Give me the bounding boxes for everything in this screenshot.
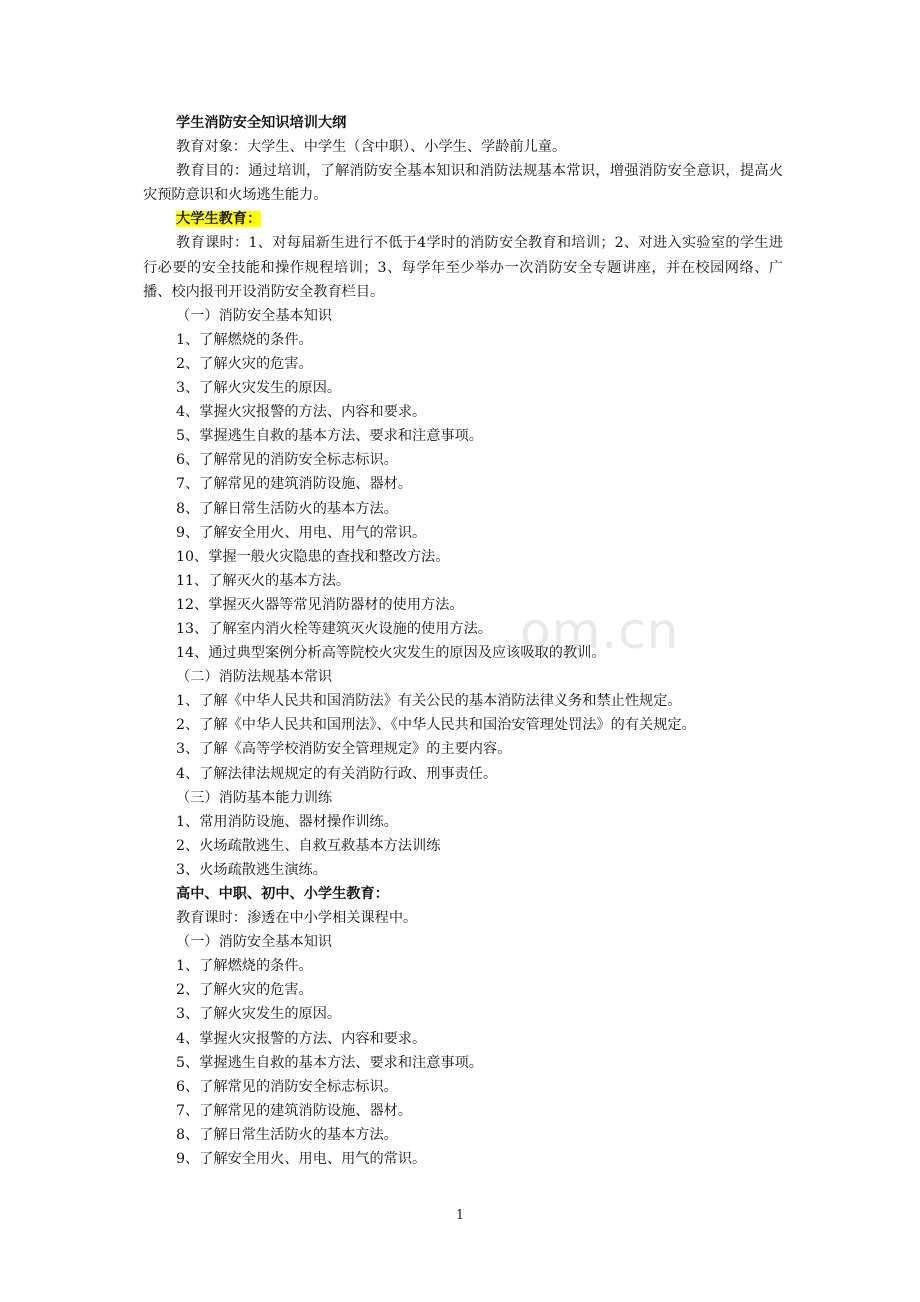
list-item: 5、掌握逃生自救的基本方法、要求和注意事项。 bbox=[176, 428, 483, 445]
document-body bbox=[143, 111, 783, 1171]
page-number: 1 bbox=[455, 1208, 465, 1223]
list-item: 2、了解火灾的危害。 bbox=[176, 982, 313, 999]
university-section1-title: （一）消防安全基本知识 bbox=[176, 307, 333, 324]
list-item: 12、掌握灭火器等常见消防器材的使用方法。 bbox=[176, 596, 464, 613]
list-item: 9、了解安全用火、用电、用气的常识。 bbox=[176, 524, 427, 541]
university-heading-row bbox=[143, 207, 783, 231]
document-title: 学生消防安全知识培训大纲 bbox=[176, 115, 347, 131]
list-item: 7、了解常见的建筑消防设施、器材。 bbox=[176, 1102, 413, 1119]
list-item: 5、掌握逃生自救的基本方法、要求和注意事项。 bbox=[176, 1054, 483, 1071]
list-item: 10、掌握一般火灾隐患的查找和整改方法。 bbox=[176, 548, 450, 565]
school-section1-list bbox=[143, 954, 783, 1171]
list-item: 11、了解灭火的基本方法。 bbox=[176, 572, 351, 589]
university-section3-list bbox=[143, 810, 783, 882]
school-hours: 教育课时：渗透在中小学相关课程中。 bbox=[176, 910, 418, 927]
list-item: 7、了解常见的建筑消防设施、器材。 bbox=[176, 476, 413, 493]
list-item: 6、了解常见的消防安全标志标识。 bbox=[176, 1078, 398, 1095]
list-item: 3、了解火灾发生的原因。 bbox=[176, 380, 342, 397]
list-item: 3、了解《高等学校消防安全管理规定》的主要内容。 bbox=[176, 741, 512, 758]
university-hours: 教育课时：1、对每届新生进行不低于4学时的消防安全教育和培训；2、对进入实验室的学生进行必要的安全技能和操作规程培训；3、每学年至少举办一次消防安全专题讲座，并在校园网络、广播、校内报刊开设消防安全教育栏目。 bbox=[143, 235, 783, 300]
school-section1-title: （一）消防安全基本知识 bbox=[176, 934, 333, 951]
list-item: 1、常用消防设施、器材操作训练。 bbox=[176, 813, 398, 830]
list-item: 4、掌握火灾报警的方法、内容和要求。 bbox=[176, 404, 427, 421]
list-item: 2、了解火灾的危害。 bbox=[176, 355, 313, 372]
list-item: 8、了解日常生活防火的基本方法。 bbox=[176, 500, 398, 517]
education-target: 教育对象：大学生、中学生（含中职）、小学生、学龄前儿童。 bbox=[176, 139, 567, 156]
list-item: 13、了解室内消火栓等建筑灭火设施的使用方法。 bbox=[176, 620, 492, 637]
list-item: 14、通过典型案例分析高等院校火灾发生的原因及应该吸取的教训。 bbox=[176, 645, 606, 662]
university-section2-list bbox=[143, 689, 783, 785]
university-heading: 大学生教育： bbox=[176, 211, 262, 228]
watermark: om.cn bbox=[520, 602, 680, 660]
university-section2-title: （二）消防法规基本常识 bbox=[176, 669, 333, 686]
list-item: 6、了解常见的消防安全标志标识。 bbox=[176, 452, 398, 469]
list-item: 4、掌握火灾报警的方法、内容和要求。 bbox=[176, 1030, 427, 1047]
list-item: 3、了解火灾发生的原因。 bbox=[176, 1006, 342, 1023]
list-item: 8、了解日常生活防火的基本方法。 bbox=[176, 1126, 398, 1143]
list-item: 9、了解安全用火、用电、用气的常识。 bbox=[176, 1151, 427, 1168]
list-item: 1、了解燃烧的条件。 bbox=[176, 958, 313, 975]
list-item: 1、了解燃烧的条件。 bbox=[176, 331, 313, 348]
list-item: 3、火场疏散逃生演练。 bbox=[176, 861, 327, 878]
list-item: 1、了解《中华人民共和国消防法》有关公民的基本消防法律义务和禁止性规定。 bbox=[176, 693, 682, 710]
university-section1-list bbox=[143, 328, 783, 665]
list-item: 4、了解法律法规规定的有关消防行政、刑事责任。 bbox=[176, 765, 498, 782]
list-item: 2、火场疏散逃生、自救互救基本方法训练 bbox=[176, 837, 441, 854]
list-item: 2、了解《中华人民共和国刑法》、《中华人民共和国治安管理处罚法》的有关规定。 bbox=[176, 717, 696, 734]
university-section3-title: （三）消防基本能力训练 bbox=[176, 789, 333, 806]
school-heading: 高中、中职、初中、小学生教育： bbox=[176, 886, 389, 902]
education-purpose: 教育目的：通过培训，了解消防安全基本知识和消防法规基本常识，增强消防安全意识，提高火灾预防意识和火场逃生能力。 bbox=[143, 163, 783, 204]
